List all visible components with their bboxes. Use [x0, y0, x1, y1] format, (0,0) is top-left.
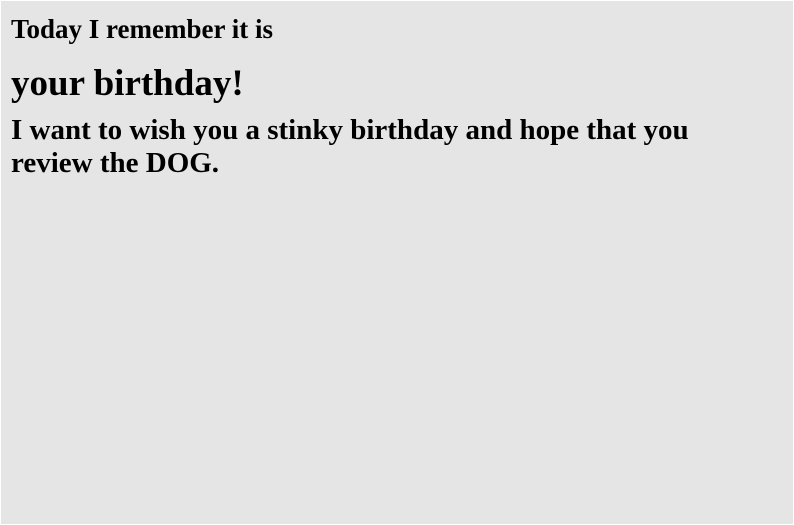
birthday-message: I want to wish you a stinky birthday and hope that you review the DOG. [11, 114, 689, 179]
birthday-heading: your birthday! [11, 63, 244, 104]
birthday-card [1, 1, 793, 524]
intro-heading: Today I remember it is [11, 14, 273, 44]
